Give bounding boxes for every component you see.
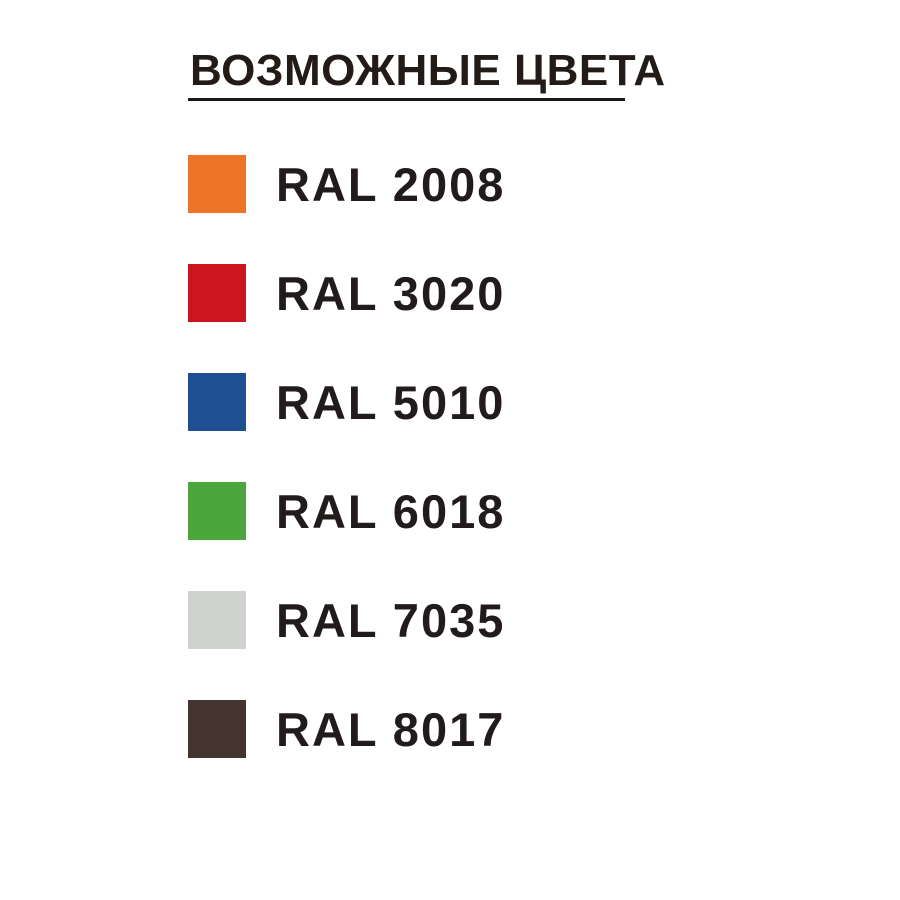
color-label: RAL 2008 xyxy=(276,157,506,211)
color-swatch xyxy=(188,155,246,213)
color-list xyxy=(188,155,666,758)
color-swatch xyxy=(188,264,246,322)
possible-colors-section xyxy=(188,48,666,758)
color-label: RAL 8017 xyxy=(276,702,506,756)
title-underline xyxy=(188,98,625,101)
color-row xyxy=(188,373,666,431)
color-row xyxy=(188,155,666,213)
color-swatch xyxy=(188,591,246,649)
color-swatch xyxy=(188,373,246,431)
color-row xyxy=(188,700,666,758)
color-label: RAL 3020 xyxy=(276,266,506,320)
color-label: RAL 7035 xyxy=(276,593,506,647)
color-row xyxy=(188,264,666,322)
color-row xyxy=(188,482,666,540)
page-title: ВОЗМОЖНЫЕ ЦВЕТА xyxy=(190,46,666,95)
color-row xyxy=(188,591,666,649)
color-label: RAL 5010 xyxy=(276,375,506,429)
color-swatch xyxy=(188,700,246,758)
color-swatch xyxy=(188,482,246,540)
color-label: RAL 6018 xyxy=(276,484,506,538)
